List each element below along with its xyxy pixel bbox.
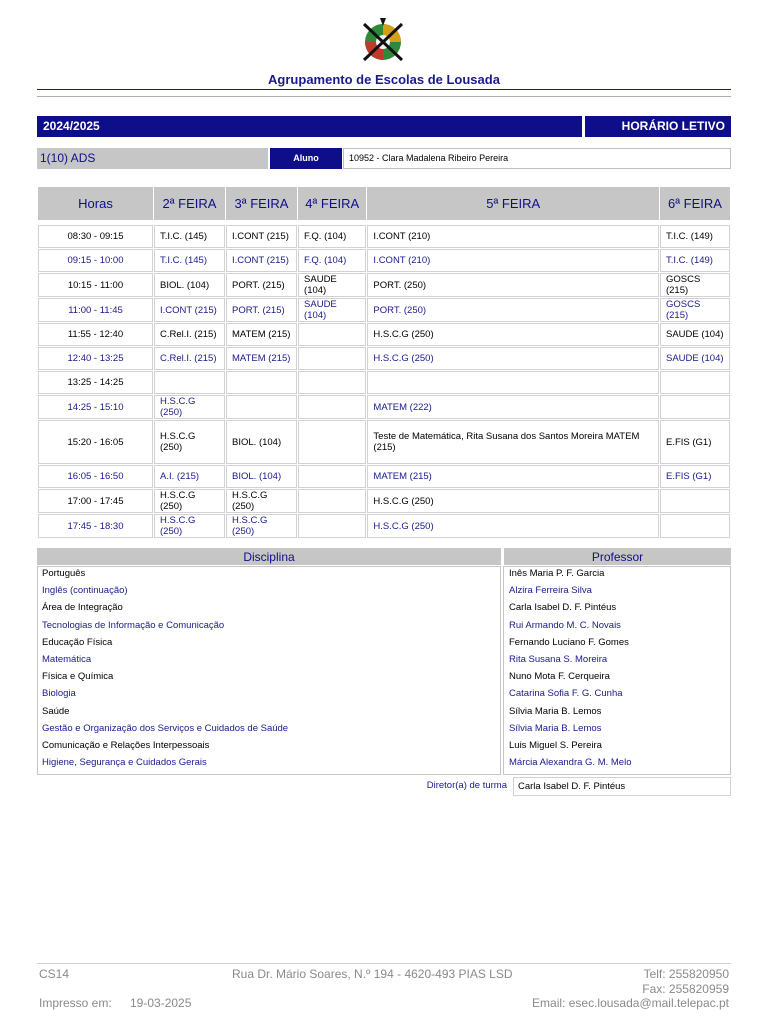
- schedule-cell: F.Q. (104): [298, 249, 366, 272]
- list-item: [37, 737, 731, 754]
- schedule-cell: MATEM (215): [367, 465, 659, 488]
- footer-address: Rua Dr. Mário Soares, N.º 194 - 4620-493 PIAS LSD: [232, 967, 513, 981]
- time-slot: 17:45 - 18:30: [38, 514, 153, 538]
- table-row: [38, 420, 730, 464]
- schedule-cell: I.CONT (210): [367, 225, 659, 248]
- list-item: [37, 634, 731, 651]
- list-item: [37, 703, 731, 720]
- teacher-name: Nuno Mota F. Cerqueira: [509, 671, 610, 683]
- time-slot: 14:25 - 15:10: [38, 395, 153, 419]
- footer-code: CS14: [39, 967, 70, 981]
- teacher-name: Carla Isabel D. F. Pintéus: [509, 602, 617, 614]
- schedule-header-friday: 6ª FEIRA: [660, 187, 730, 220]
- schedule-cell: T.I.C. (145): [154, 225, 225, 248]
- schedule-cell: H.S.C.G (250): [226, 489, 297, 513]
- list-item: [37, 754, 731, 771]
- schedule-cell: SAUDE (104): [660, 347, 730, 370]
- schedule-cell: [154, 371, 225, 394]
- time-slot: 12:40 - 13:25: [38, 347, 153, 370]
- footer-email: Email: esec.lousada@mail.telepac.pt: [532, 996, 729, 1010]
- schedule-cell: PORT. (215): [226, 273, 297, 297]
- time-slot: 16:05 - 16:50: [38, 465, 153, 488]
- table-row: [38, 273, 730, 297]
- schedule-cell: GOSCS (215): [660, 273, 730, 297]
- teacher-name: Sílvia Maria B. Lemos: [509, 705, 602, 717]
- schedule-cell: BIOL. (104): [226, 420, 297, 464]
- time-slot: 11:00 - 11:45: [38, 298, 153, 322]
- table-row: [38, 298, 730, 322]
- schedule-cell: I.CONT (215): [226, 225, 297, 248]
- schedule-cell: PORT. (215): [226, 298, 297, 322]
- discipline-table: [37, 548, 731, 771]
- discipline-name: Matemática: [42, 654, 92, 666]
- schedule-cell: [298, 347, 366, 370]
- list-item: [37, 565, 731, 582]
- class-name: 1(10) ADS: [37, 148, 268, 169]
- schedule-cell: E.FIS (G1): [660, 420, 730, 464]
- table-row: [38, 489, 730, 513]
- schedule-header-tuesday: 3ª FEIRA: [226, 187, 297, 220]
- table-row: [38, 514, 730, 538]
- schedule-cell: I.CONT (210): [367, 249, 659, 272]
- header-divider: [37, 89, 731, 90]
- list-item: [37, 685, 731, 702]
- discipline-name: Biologia: [42, 688, 76, 700]
- footer-divider: [37, 963, 731, 964]
- schedule-cell: [298, 465, 366, 488]
- discipline-name: Gestão e Organização dos Serviços e Cuidados de Saúde: [42, 722, 289, 734]
- schedule-cell: H.S.C.G (250): [367, 514, 659, 538]
- schedule-cell: [298, 395, 366, 419]
- schedule-cell: PORT. (250): [367, 298, 659, 322]
- schedule-cell: MATEM (215): [226, 347, 297, 370]
- table-row: [38, 323, 730, 346]
- school-name: Agrupamento de Escolas de Lousada: [268, 72, 500, 87]
- schedule-cell: BIOL. (104): [154, 273, 225, 297]
- schedule-header-wednesday: 4ª FEIRA: [298, 187, 366, 220]
- time-slot: 13:25 - 14:25: [38, 371, 153, 394]
- teacher-name: Catarina Sofia F. G. Cunha: [509, 688, 623, 700]
- schedule-table: [37, 186, 731, 539]
- schedule-cell: H.S.C.G (250): [367, 347, 659, 370]
- teacher-name: Inês Maria P. F. Garcia: [509, 568, 605, 580]
- schedule-cell: I.CONT (215): [226, 249, 297, 272]
- schedule-cell: H.S.C.G (250): [154, 514, 225, 538]
- schedule-cell: SAUDE (104): [298, 273, 366, 297]
- schedule-cell: C.Rel.I. (215): [154, 347, 225, 370]
- schedule-cell: T.I.C. (149): [660, 225, 730, 248]
- teacher-name: Rui Armando M. C. Novais: [509, 619, 621, 631]
- table-row: [38, 249, 730, 272]
- teacher-name: Luis Miguel S. Pereira: [509, 739, 602, 751]
- discipline-name: Português: [42, 568, 86, 580]
- teacher-name: Rita Susana S. Moreira: [509, 654, 608, 666]
- discipline-name: Saúde: [42, 705, 70, 717]
- schedule-cell: SAUDE (104): [298, 298, 366, 322]
- footer-fax: Fax: 255820959: [642, 982, 729, 996]
- header-divider-secondary: [37, 96, 731, 97]
- list-item: [37, 720, 731, 737]
- schedule-cell: [226, 371, 297, 394]
- footer-printed-label: Impresso em:: [39, 996, 112, 1010]
- schedule-cell: [226, 395, 297, 419]
- school-logo-icon: [356, 14, 410, 66]
- schedule-cell: BIOL. (104): [226, 465, 297, 488]
- discipline-name: Higiene, Segurança e Cuidados Gerais: [42, 757, 207, 769]
- schedule-cell: SAUDE (104): [660, 323, 730, 346]
- class-director-label: Diretor(a) de turma: [426, 780, 507, 791]
- list-item: [37, 582, 731, 599]
- table-row: [38, 371, 730, 394]
- schedule-cell: [298, 371, 366, 394]
- list-item: [37, 599, 731, 616]
- schedule-cell: [660, 489, 730, 513]
- schedule-cell: [660, 395, 730, 419]
- schedule-header-monday: 2ª FEIRA: [154, 187, 225, 220]
- schedule-cell: I.CONT (215): [154, 298, 225, 322]
- teacher-name: Alzira Ferreira Silva: [509, 585, 592, 597]
- footer-phone: Telf: 255820950: [643, 967, 729, 981]
- discipline-name: Área de Integração: [42, 602, 123, 614]
- table-row: [38, 347, 730, 370]
- discipline-name: Comunicação e Relações Interpessoais: [42, 739, 210, 751]
- school-year-banner: 2024/2025: [37, 116, 582, 137]
- schedule-cell: PORT. (250): [367, 273, 659, 297]
- schedule-cell: [298, 489, 366, 513]
- time-slot: 10:15 - 11:00: [38, 273, 153, 297]
- time-slot: 17:00 - 17:45: [38, 489, 153, 513]
- discipline-name: Tecnologias de Informação e Comunicação: [42, 619, 225, 631]
- schedule-header-thursday: 5ª FEIRA: [367, 187, 659, 220]
- schedule-cell: GOSCS (215): [660, 298, 730, 322]
- discipline-name: Educação Física: [42, 636, 113, 648]
- time-slot: 15:20 - 16:05: [38, 420, 153, 464]
- table-row: [38, 465, 730, 488]
- schedule-cell: H.S.C.G (250): [367, 489, 659, 513]
- schedule-cell: [660, 514, 730, 538]
- table-row: [38, 395, 730, 419]
- list-item: [37, 617, 731, 634]
- schedule-cell: MATEM (222): [367, 395, 659, 419]
- schedule-header-hours: Horas: [38, 187, 153, 220]
- schedule-cell: H.S.C.G (250): [154, 395, 225, 419]
- teacher-name: Márcia Alexandra G. M. Melo: [509, 757, 632, 769]
- teacher-name: Fernando Luciano F. Gomes: [509, 636, 629, 648]
- time-slot: 11:55 - 12:40: [38, 323, 153, 346]
- schedule-cell: [298, 514, 366, 538]
- schedule-cell: F.Q. (104): [298, 225, 366, 248]
- schedule-cell: Teste de Matemática, Rita Susana dos Santos Moreira MATEM (215): [367, 420, 659, 464]
- schedule-cell: MATEM (215): [226, 323, 297, 346]
- list-item: [37, 651, 731, 668]
- schedule-cell: H.S.C.G (250): [154, 489, 225, 513]
- student-value: 10952 - Clara Madalena Ribeiro Pereira: [343, 148, 731, 169]
- time-slot: 08:30 - 09:15: [38, 225, 153, 248]
- teacher-header: Professor: [504, 548, 731, 565]
- schedule-cell: A.I. (215): [154, 465, 225, 488]
- table-row: [38, 225, 730, 248]
- student-label: Aluno: [270, 148, 342, 169]
- list-item: [37, 668, 731, 685]
- schedule-cell: E.FIS (G1): [660, 465, 730, 488]
- schedule-cell: H.S.C.G (250): [226, 514, 297, 538]
- class-director-value: Carla Isabel D. F. Pintéus: [513, 777, 731, 796]
- schedule-cell: H.S.C.G (250): [367, 323, 659, 346]
- schedule-cell: T.I.C. (145): [154, 249, 225, 272]
- header-spacer: [38, 221, 730, 224]
- footer-printed-date: 19-03-2025: [130, 996, 192, 1010]
- discipline-name: Inglês (continuação): [42, 585, 128, 597]
- discipline-name: Física e Química: [42, 671, 114, 683]
- discipline-header: Disciplina: [37, 548, 501, 565]
- schedule-cell: H.S.C.G (250): [154, 420, 225, 464]
- time-slot: 09:15 - 10:00: [38, 249, 153, 272]
- schedule-cell: C.Rel.I. (215): [154, 323, 225, 346]
- schedule-cell: [660, 371, 730, 394]
- schedule-cell: [298, 420, 366, 464]
- schedule-cell: [367, 371, 659, 394]
- teacher-name: Sílvia Maria B. Lemos: [509, 722, 602, 734]
- schedule-type-banner: HORÁRIO LETIVO: [585, 116, 731, 137]
- schedule-cell: T.I.C. (149): [660, 249, 730, 272]
- schedule-cell: [298, 323, 366, 346]
